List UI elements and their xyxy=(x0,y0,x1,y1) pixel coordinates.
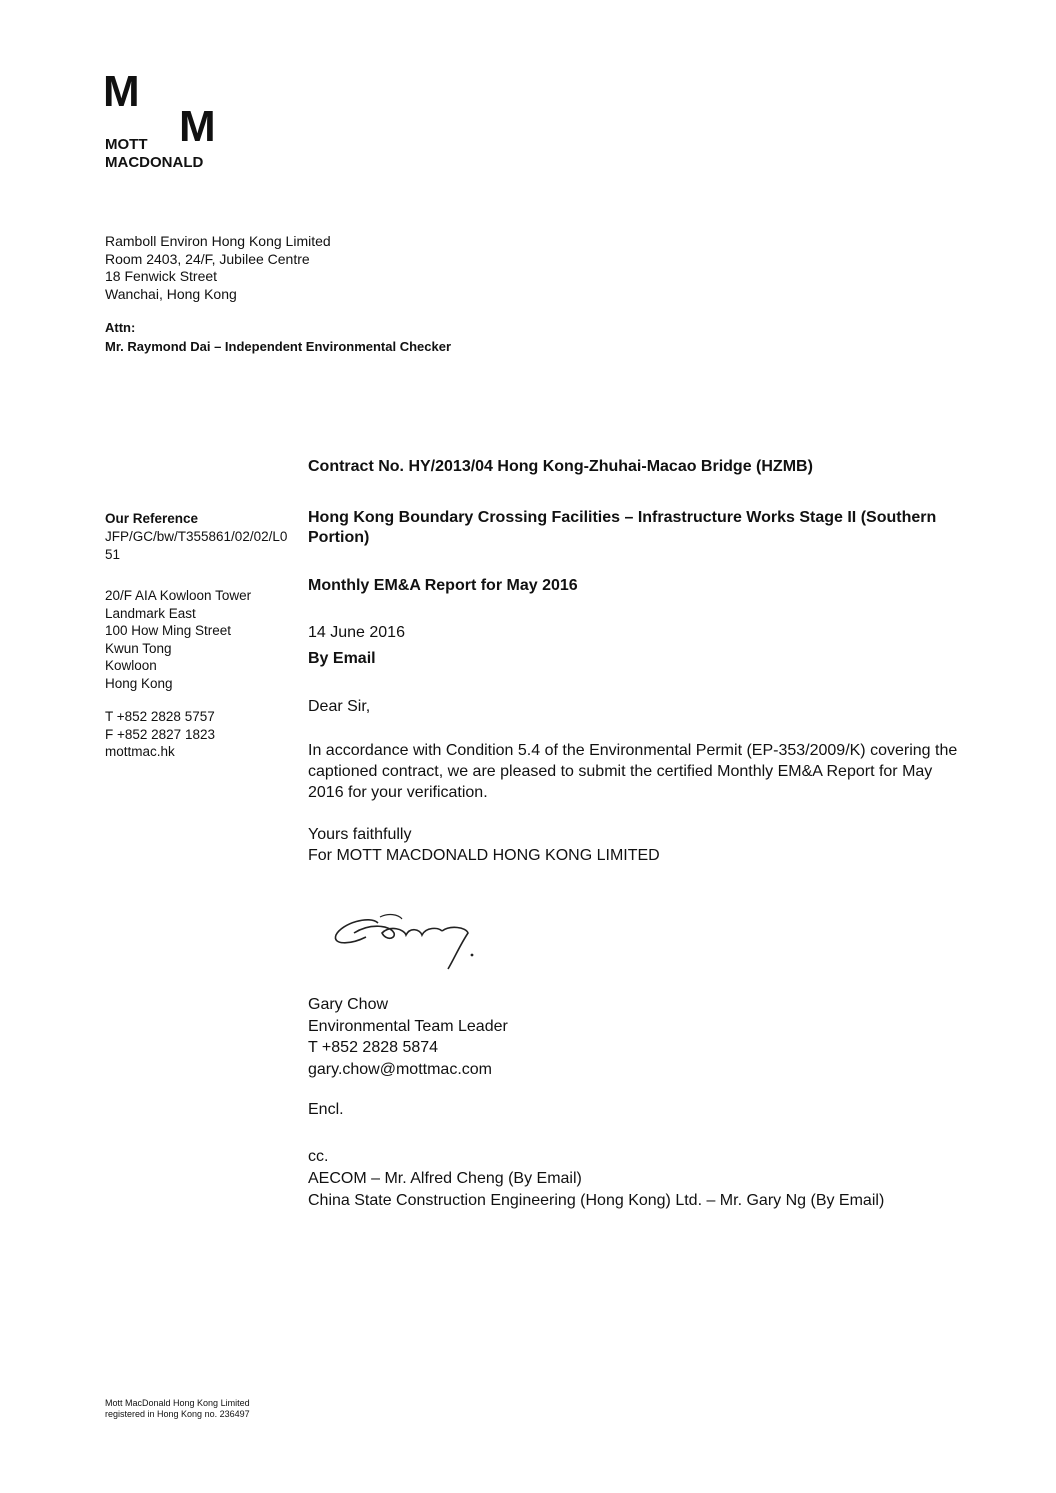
office-fax: F +852 2827 1823 xyxy=(105,726,215,742)
recipient-address-line: 18 Fenwick Street xyxy=(105,268,218,284)
logo-name-line1: MOTT xyxy=(105,136,148,153)
registration-footer xyxy=(105,1398,250,1420)
office-website: mottmac.hk xyxy=(105,744,175,759)
office-telephone: T +852 2828 5757 xyxy=(105,709,215,724)
letter-body: In accordance with Condition 5.4 of the Environmental Permit (EP-353/2009/K) covering the captioned contract, we are pleased to submit the certified Monthly EM&A Report for May 2016 for your verification. xyxy=(308,742,958,801)
signer-phone: T +852 2828 5874 xyxy=(308,1039,439,1056)
report-title: Monthly EM&A Report for May 2016 xyxy=(308,577,578,594)
cc-recipient: China State Construction Engineering (Hong Kong) Ltd. – Mr. Gary Ng (By Email) xyxy=(308,1192,885,1209)
contract-title: Contract No. HY/2013/04 Hong Kong-Zhuhai-Macao Bridge (HZMB) xyxy=(308,458,813,475)
office-address-line: Hong Kong xyxy=(105,675,173,691)
office-address xyxy=(105,587,251,692)
signer-block xyxy=(308,994,968,1080)
project-title: Hong Kong Boundary Crossing Facilities – Infrastructure Works Stage II (Southern Portion) xyxy=(308,509,937,546)
closing xyxy=(308,824,968,866)
attn-label: Attn: xyxy=(105,320,136,335)
office-address-line: Kwun Tong xyxy=(105,640,172,656)
logo-letter-m-top: M xyxy=(103,67,140,116)
logo-letter-m-bottom: M xyxy=(179,102,216,151)
salutation: Dear Sir, xyxy=(308,698,371,715)
reference-value: JFP/GC/bw/T355861/02/02/L051 xyxy=(105,529,288,562)
handwritten-signature xyxy=(330,905,490,980)
reference-label: Our Reference xyxy=(105,511,199,526)
signer-email: gary.chow@mottmac.com xyxy=(308,1060,492,1078)
cc-block xyxy=(308,1146,968,1212)
signer-title: Environmental Team Leader xyxy=(308,1017,508,1035)
letter-date: 14 June 2016 xyxy=(308,624,405,641)
office-address-line: 100 How Ming Street xyxy=(105,623,232,638)
recipient-address-line: Wanchai, Hong Kong xyxy=(105,285,237,302)
enclosure-note: Encl. xyxy=(308,1101,344,1118)
signer-name: Gary Chow xyxy=(308,996,389,1013)
office-contact xyxy=(105,708,215,761)
closing-company: For MOTT MACDONALD HONG KONG LIMITED xyxy=(308,847,660,864)
office-address-line: 20/F AIA Kowloon Tower xyxy=(105,588,252,603)
closing-line: Yours faithfully xyxy=(308,826,412,843)
office-address-line: Kowloon xyxy=(105,658,157,673)
footer-line: registered in Hong Kong no. 236497 xyxy=(105,1409,250,1419)
recipient-address-line: Ramboll Environ Hong Kong Limited xyxy=(105,233,331,249)
cc-recipient: AECOM – Mr. Alfred Cheng (By Email) xyxy=(308,1170,582,1187)
delivery-method: By Email xyxy=(308,650,376,667)
recipient-address-line: Room 2403, 24/F, Jubilee Centre xyxy=(105,250,310,267)
logo-name-line2: MACDONALD xyxy=(105,154,204,171)
office-address-line: Landmark East xyxy=(105,605,196,621)
recipient-address xyxy=(105,233,331,303)
cc-label: cc. xyxy=(308,1148,329,1165)
attn-name: Mr. Raymond Dai – Independent Environmental Checker xyxy=(105,339,452,354)
footer-line: Mott MacDonald Hong Kong Limited xyxy=(105,1398,250,1408)
